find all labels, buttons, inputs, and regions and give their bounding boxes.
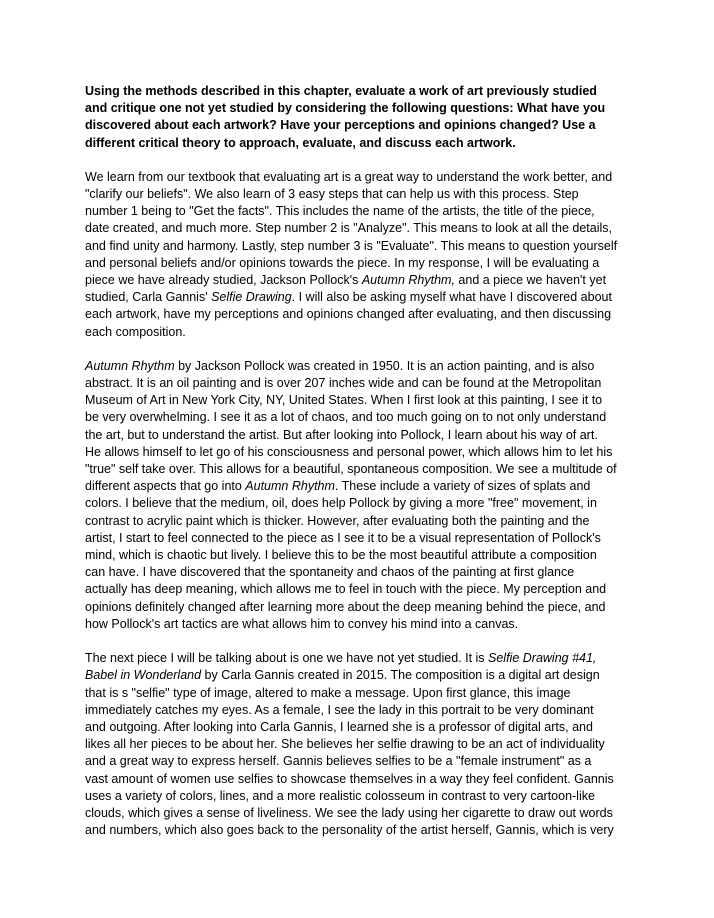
text-line: and numbers, which also goes back to the personality of the artist herself, Gannis, which is very bbox=[85, 823, 614, 838]
text-line: "clarify our beliefs". We also learn of 3 easy steps that can help us with this process. Step bbox=[85, 187, 579, 202]
prompt-line: Using the methods described in this chapter, evaluate a work of art previously studied bbox=[85, 84, 597, 98]
artwork-title: Autumn Rhythm bbox=[245, 479, 335, 494]
text-line: actually has deep meaning, which allows me to feel in touch with the piece. My perception and bbox=[85, 582, 607, 597]
text-line bbox=[85, 358, 645, 375]
artwork-title: Selfie Drawing bbox=[211, 290, 292, 305]
text-line: each composition. bbox=[85, 324, 186, 339]
text-line: opinions definitely changed after learning more about the deep meaning behind the piece, and bbox=[85, 599, 606, 614]
text-line: colors. I believe that the medium, oil, does help Pollock by giving a more "free" movement, in bbox=[85, 496, 597, 511]
text-line: number 1 being to "Get the facts". This includes the name of the artists, the title of the piece, bbox=[85, 204, 595, 219]
text-line bbox=[85, 650, 645, 667]
intro-paragraph bbox=[85, 169, 645, 341]
text-run: The next piece I will be talking about is one we have not yet studied. It is bbox=[85, 651, 489, 666]
document-page bbox=[85, 83, 645, 839]
text-line: how Pollock's art tactics are what allows him to convey his mind into a canvas. bbox=[85, 616, 519, 631]
prompt-line: different critical theory to approach, evaluate, and discuss each artwork. bbox=[85, 135, 516, 150]
text-line: abstract. It is an oil painting and is over 207 inches wide and can be found at the Metropolitan bbox=[85, 376, 602, 391]
text-line: vast amount of women use selfies to showcase themselves in a way they feel confident. Gannis bbox=[85, 771, 614, 786]
text-line: and a great way to express herself. Gannis believes selfies to be a "female instrument" as a bbox=[85, 754, 592, 769]
pollock-paragraph bbox=[85, 358, 645, 633]
text-line: artist, I start to feel connected to the piece as I see it to be a visual representation of Pollock's bbox=[85, 530, 601, 545]
text-line: "true" self take over. This allows for a beautiful, spontaneous composition. We see a multitude of bbox=[85, 462, 617, 477]
text-run: . I will also be asking myself what have I discovered about bbox=[291, 290, 612, 305]
text-line: can have. I have discovered that the spontaneity and chaos of the painting at first glance bbox=[85, 565, 575, 580]
assignment-prompt bbox=[85, 83, 645, 152]
text-line: likes all her pieces to be about her. She believes her selfie drawing to be an act of individuality bbox=[85, 737, 605, 752]
text-line: each artwork, have my perceptions and opinions changed after evaluating, and then discussing bbox=[85, 307, 612, 322]
text-line: He allows himself to let go of his consciousness and personal power, which allows him to let his bbox=[85, 444, 613, 459]
text-line: and outgoing. After looking into Carla Gannis, I learned she is a professor of digital arts, and bbox=[85, 719, 593, 734]
text-line bbox=[85, 289, 645, 306]
text-run: and a piece we haven't yet bbox=[454, 273, 607, 288]
text-line: that is s "selfie" type of image, altered to make a message. Upon first glance, this image bbox=[85, 685, 571, 700]
text-line: the art, but to understand the artist. But after looking into Pollock, I learn about his way of art. bbox=[85, 427, 598, 442]
text-run: . These include a variety of sizes of splats and bbox=[334, 479, 591, 494]
text-line bbox=[85, 478, 645, 495]
text-run: piece we have already studied, Jackson Pollock's bbox=[85, 273, 362, 288]
text-line: We learn from our textbook that evaluating art is a great way to understand the work better, and bbox=[85, 169, 613, 184]
prompt-line: discovered about each artwork? Have your perceptions and opinions changed? Use a bbox=[85, 118, 596, 133]
text-line bbox=[85, 667, 645, 684]
text-line: contrast to acrylic paint which is thicker. However, after evaluating both the painting and the bbox=[85, 513, 590, 528]
paragraph-gap bbox=[85, 633, 645, 650]
paragraph-gap bbox=[85, 152, 645, 169]
text-line: Museum of Art in New York City, NY, United States. When I first look at this painting, I see it to bbox=[85, 393, 603, 408]
prompt-line: and critique one not yet studied by considering the following questions: What have you bbox=[85, 101, 606, 116]
gannis-paragraph bbox=[85, 650, 645, 839]
artwork-title: Autumn Rhythm, bbox=[361, 273, 455, 288]
text-line: immediately catches my eyes. As a female, I see the lady in this portrait to be very dominant bbox=[85, 702, 594, 717]
text-line: be very overwhelming. I see it as a lot of chaos, and too much going on to not only understand bbox=[85, 410, 607, 425]
text-line: mind, which is chaotic but lively. I believe this to be the most beautiful attribute a composition bbox=[85, 548, 597, 563]
text-line: and find unity and harmony. Lastly, step number 3 is "Evaluate". This means to question yourself bbox=[85, 238, 618, 253]
text-line: uses a variety of colors, lines, and a more realistic colosseum in contrast to very cartoon-like bbox=[85, 788, 595, 803]
artwork-title: Autumn Rhythm bbox=[85, 358, 175, 373]
text-run: by Carla Gannis created in 2015. The composition is a digital art design bbox=[201, 668, 600, 683]
artwork-title: Babel in Wonderland bbox=[85, 668, 202, 683]
text-line: clouds, which gives a sense of liveliness. We see the lady using her cigarette to draw out words bbox=[85, 805, 613, 820]
paragraph-gap bbox=[85, 341, 645, 358]
text-line: and personal beliefs and/or opinions towards the piece. In my response, I will be evaluating a bbox=[85, 255, 600, 270]
text-run: by Jackson Pollock was created in 1950. It is an action painting, and is also bbox=[174, 358, 595, 373]
text-line: date created, and much more. Step number 2 is "Analyze". This means to look at all the details, bbox=[85, 221, 612, 236]
artwork-title: Selfie Drawing #41, bbox=[488, 651, 597, 666]
text-run: studied, Carla Gannis' bbox=[85, 290, 212, 305]
text-run: different aspects that go into bbox=[85, 479, 246, 494]
text-line bbox=[85, 272, 645, 289]
